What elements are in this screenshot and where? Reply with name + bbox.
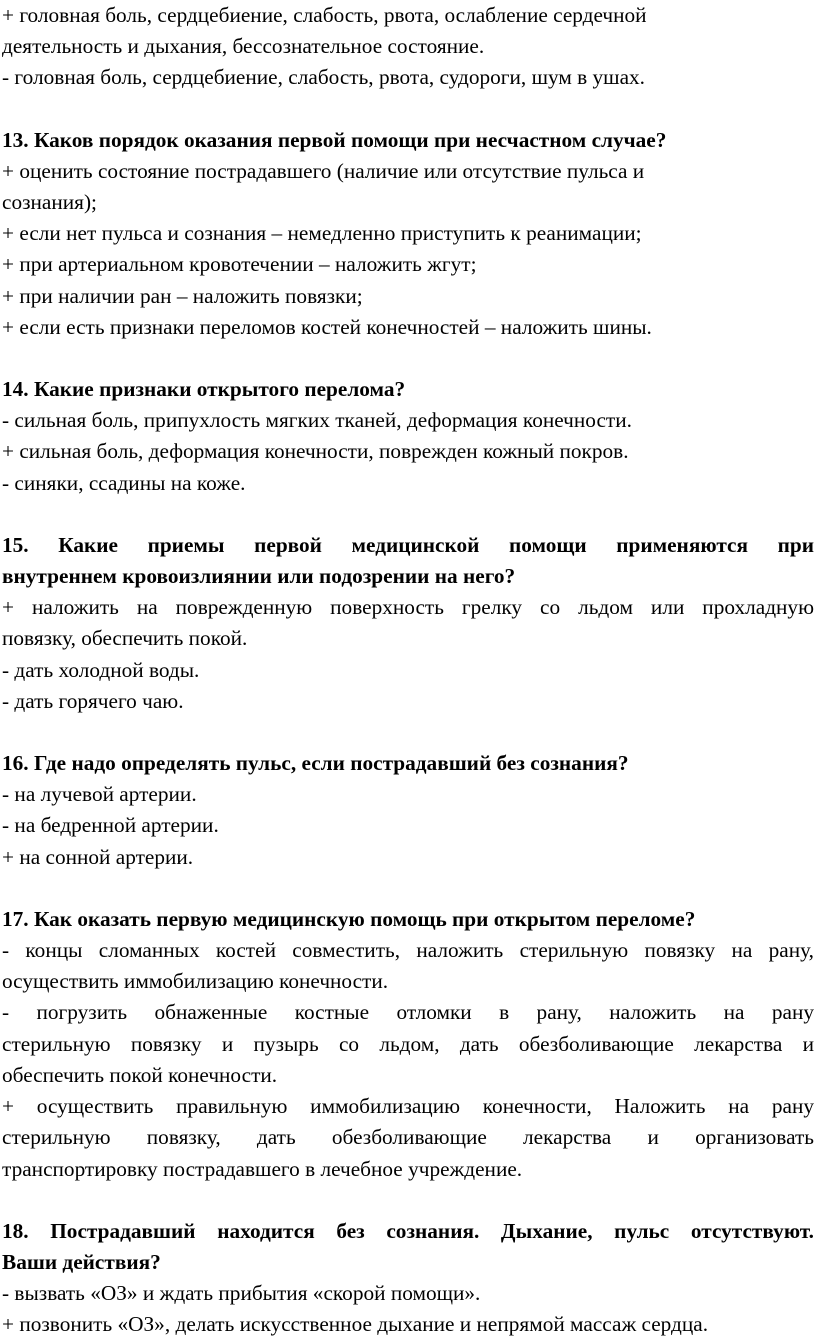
q16-answer-3: + на сонной артерии. [2,844,194,869]
q15-answer-2: - дать холодной воды. [2,657,200,682]
q17-answer-3b: стерильную повязку, дать обезболивающие лекарства и организовать [2,1125,814,1150]
q13-answer-1a: + оценить состояние пострадавшего (наличие или отсутствие пульса и [2,158,645,183]
q13-answer-4: + при наличии ран – наложить повязки; [2,283,363,308]
q17-answer-3c: транспортировку пострадавшего в лечебное учреждение. [2,1156,523,1181]
q13-answer-2: + если нет пульса и сознания – немедленно приступить к реанимации; [2,221,642,246]
question-18-line-2: Ваши действия? [2,1249,161,1274]
q13-answer-3: + при артериальном кровотечении – наложить жгут; [2,252,477,277]
q15-answer-1a: + наложить на поврежденную поверхность грелку со льдом или прохладную [2,595,814,620]
q17-answer-2b: стерильную повязку и пузырь со льдом, дать обезболивающие лекарства и [2,1031,814,1056]
question-15-line-1: 15. Какие приемы первой медицинской помощи применяются при [2,532,814,557]
question-18-line-1: 18. Пострадавший находится без сознания. Дыхание, пульс отсутствуют. [2,1218,814,1243]
q17-answer-2c: обеспечить покой конечности. [2,1062,278,1087]
intro-answer-2: - головная боль, сердцебиение, слабость, рвота, судороги, шум в ушах. [2,65,646,90]
q13-answer-5: + если есть признаки переломов костей конечностей – наложить шины. [2,314,652,339]
q14-answer-3: - синяки, ссадины на коже. [2,470,246,495]
q17-answer-3a: + осуществить правильную иммобилизацию конечности, Наложить на рану [2,1094,814,1119]
q16-answer-1: - на лучевой артерии. [2,782,197,807]
spacer [2,343,814,374]
q17-answer-2a: - погрузить обнаженные костные отломки в рану, наложить на рану [2,1000,814,1025]
spacer [2,499,814,530]
spacer [2,717,814,748]
intro-answer-1a: + головная боль, сердцебиение, слабость, рвота, ослабление сердечной [2,3,647,27]
q18-answer-2: + позвонить «ОЗ», делать искусственное дыхание и непрямой массаж сердца. [2,1312,709,1337]
spacer [2,94,814,125]
question-16: 16. Где надо определять пульс, если пострадавший без сознания? [2,751,629,776]
q16-answer-2: - на бедренной артерии. [2,813,219,838]
q15-answer-1b: повязку, обеспечить покой. [2,626,248,651]
spacer [2,873,814,904]
q14-answer-1: - сильная боль, припухлость мягких тканей, деформация конечности. [2,408,632,433]
question-14: 14. Какие признаки открытого перелома? [2,377,406,402]
q13-answer-1b: сознания); [2,190,97,215]
q18-answer-1: - вызвать «ОЗ» и ждать прибытия «скорой помощи». [2,1281,481,1306]
q17-answer-1a: - концы сломанных костей совместить, наложить стерильную повязку на рану, [2,938,814,963]
question-13: 13. Каков порядок оказания первой помощи при несчастном случае? [2,127,667,152]
q14-answer-2: + сильная боль, деформация конечности, поврежден кожный покров. [2,439,629,464]
q15-answer-3: - дать горячего чаю. [2,688,184,713]
q17-answer-1b: осуществить иммобилизацию конечности. [2,969,389,994]
question-17: 17. Как оказать первую медицинскую помощь при открытом переломе? [2,906,696,931]
question-15-line-2: внутреннем кровоизлиянии или подозрении на него? [2,564,516,589]
spacer [2,1185,814,1216]
intro-answer-1b: деятельность и дыхания, бессознательное состояние. [2,34,485,59]
